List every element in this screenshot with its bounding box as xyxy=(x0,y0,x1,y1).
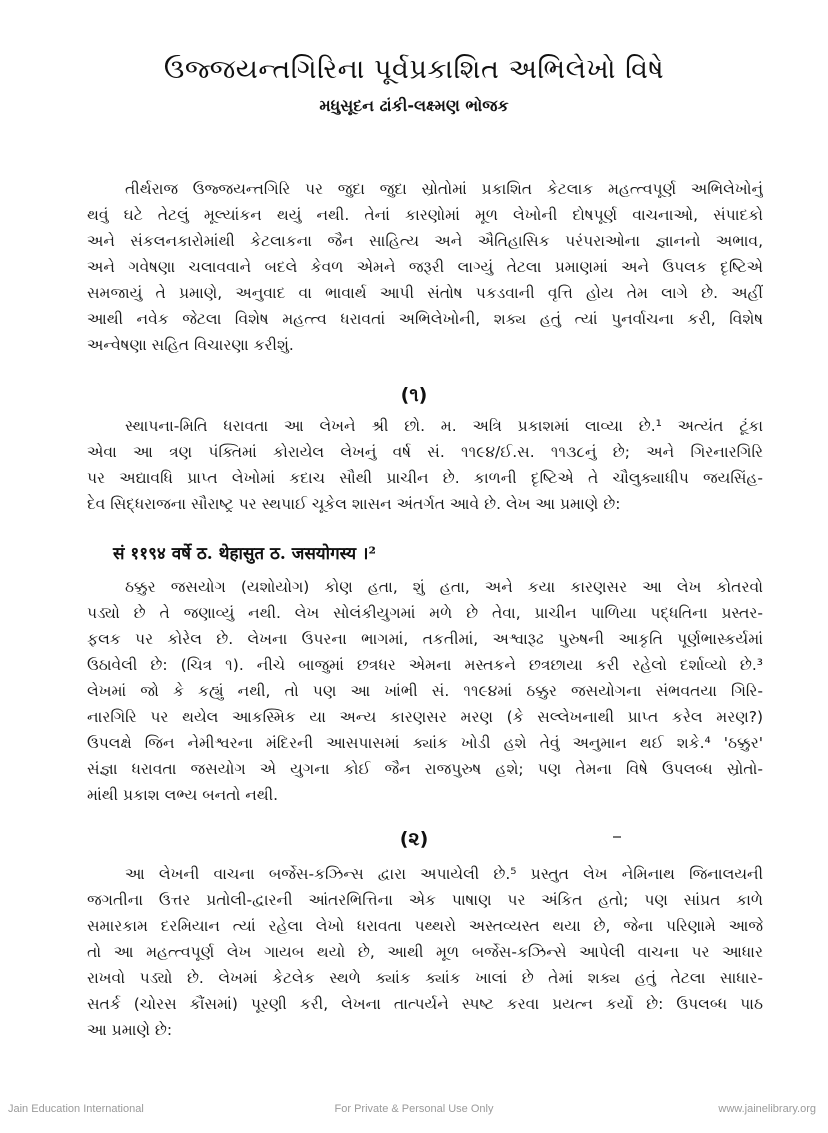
text-line: દેવ સિદ્ધરાજના સૌરાષ્ટ્ર પર સ્થપાઈ ચૂકેલ શાસન અંતર્ગત આવે છે. લેખ આ પ્રમાણે છે: xyxy=(87,495,621,513)
section-2-paragraph xyxy=(87,861,763,1043)
text-line: લેખમાં જો કે કહ્યું નથી, તો પણ આ ખાંભી સં. ૧૧૯૪માં ઠક્કુર જસયોગના સંભવતયા ગિરિ- xyxy=(87,682,763,700)
text-line: ઉપલક્ષે જિન નેમીશ્વરના મંદિરની આસપાસમાં ક્યાંક ખોડી હશે તેવું અનુમાન થઈ શકે.⁴ 'ઠક્કુર' xyxy=(87,734,763,752)
text-line: આ લેખની વાચના બર્જેસ-કઝિન્સ દ્વારા અપાયેલી છે.⁵ પ્રસ્તુત લેખ નેમિનાથ જિનાલયની xyxy=(125,865,763,883)
text-line: ઉઠાવેલી છે: (ચિત્ર ૧). નીચે બાજુમાં છત્રધર એમના મસ્તકને છત્રછાયા કરી રહેલો દર્શાવ્યો છે.³ xyxy=(87,656,763,674)
text-line: નારગિરિ પર થયેલ આકસ્મિક યા અન્ય કારણસર મરણ (કે સલ્લેખનાથી પ્રાપ્ત કરેલ મરણ?) xyxy=(87,708,763,726)
text-line: અન્વેષણા સહિત વિચારણા કરીશું. xyxy=(87,336,294,354)
section-2-heading: (૨) xyxy=(399,828,429,850)
intro-paragraph xyxy=(87,176,763,358)
text-line: અને ગવેષણા ચલાવવાને બદલે કેવળ એમને જરૂરી લાગ્યું તેટલા પ્રમાણમાં અને ઉપલક દૃષ્ટિએ xyxy=(87,258,763,276)
section-1-heading: (૧) xyxy=(400,384,428,406)
text-line: આથી નવેક જેટલા વિશેષ મહત્ત્વ ધરાવતાં અભિલેખોની, શક્ય હતું ત્યાં પુનર્વાચના કરી, વિશેષ xyxy=(87,310,763,328)
text-line: સમારકામ દરમિયાન ત્યાં રહેલા લેખો ધરાવતા પથ્થરો અસ્તવ્યસ્ત થયા છે, જેના પરિણામે આજે xyxy=(87,917,763,935)
section-1-paragraph-1 xyxy=(87,413,763,517)
text-line: જગતીના ઉત્તર પ્રતોલી-દ્વારની આંતરભિત્તિના એક પાષાણ પર અંકિત હતો; પણ સાંપ્રત કાળે xyxy=(87,891,763,909)
section-1-paragraph-2 xyxy=(87,574,763,808)
text-line: અને સંકલનકારોમાંથી કેટલાકના જૈન સાહિત્ય અને ઐતિહાસિક પરંપરાઓના જ્ઞાનનો અભાવ, xyxy=(87,232,763,250)
text-line: તીર્થરાજ ઉજ્જયન્તગિરિ પર જુદા જુદા સ્રોતોમાં પ્રકાશિત કેટલાક મહત્ત્વપૂર્ણ અભિલેખોનું xyxy=(125,180,763,198)
footer-usage-note: For Private & Personal Use Only xyxy=(334,1103,494,1115)
text-line: સમજાયું તે પ્રમાણે, અનુવાદ વા ભાવાર્થ આપી સંતોષ પકડવાની વૃત્તિ હોય તેમ લાગે છે. અહીં xyxy=(87,284,763,302)
text-line: સતર્ક (ચોરસ કૌંસમાં) પૂરણી કરી, લેખના તાત્પર્યને સ્પષ્ટ કરવા પ્રયત્ન કર્યો છે: ઉપલબ્ધ પાઠ xyxy=(87,995,763,1013)
text-line: આ પ્રમાણે છે: xyxy=(87,1021,173,1039)
inscription-text: सं ११९४ वर्षे ठ. थेहासुत ठ. जसयोगस्य ।² xyxy=(113,544,376,564)
text-line: ફલક પર કોરેલ છે. લેખના ઉપરના ભાગમાં, તકતીમાં, અશ્વારૂઢ પુરુષની આકૃતિ પૂર્ણભાસ્કર્યમાં xyxy=(87,630,763,648)
text-line: રાખવો પડ્યો છે. લેખમાં કેટલેક સ્થળે ક્યાંક ક્યાંક ખાલાં છે તેમાં શક્ય હતું તેટલા સાધાર- xyxy=(87,969,763,987)
text-line: તો આ મહત્ત્વપૂર્ણ લેખ ગાયબ થયો છે, આથી મૂળ બર્જેસ-કઝિન્સે આપેલી વાચના પર આધાર xyxy=(87,943,763,961)
text-line: એવા આ ત્રણ પંક્તિમાં કોરાયેલ લેખનું વર્ષ સં. ૧૧૯૪/ઈ.સ. ૧૧૩૮નું છે; અને ગિરનારગિરિ xyxy=(87,443,763,461)
text-line: પડ્યો છે તે જણાવ્યું નથી. લેખ સોલંકીયુગમાં મળે છે તેવા, પ્રાચીન પાળિયા પદ્ધતિના પ્રસ્તર- xyxy=(87,604,763,622)
stray-mark xyxy=(613,836,621,838)
text-line: થવું ઘટે તેટલું મૂલ્યાંકન થયું નથી. તેનાં કારણોમાં મૂળ લેખોની દોષપૂર્ણ વાચનાઓ, સંપાદકો xyxy=(87,206,763,224)
footer-publisher: Jain Education International xyxy=(8,1103,144,1115)
article-authors: મધુસૂદન ઢાંકી-લક્ષ્મણ ભોજક xyxy=(319,96,509,115)
text-line: સંજ્ઞા ધરાવતા જસયોગ એ યુગના કોઈ જૈન રાજપુરુષ હશે; પણ તેમના વિષે ઉપલબ્ધ સ્રોતો- xyxy=(87,760,763,778)
text-line: માંથી પ્રકાશ લભ્ય બનતો નથી. xyxy=(87,786,279,804)
text-line: પર અદ્યાવધિ પ્રાપ્ત લેખોમાં કદાચ સૌથી પ્રાચીન છે. કાળની દૃષ્ટિએ તે ચૌલુક્યાધીપ જયસિંહ- xyxy=(87,469,763,487)
footer-website-link[interactable]: www.jainelibrary.org xyxy=(718,1103,816,1115)
text-line: ઠક્કુર જસયોગ (યશોયોગ) કોણ હતા, શું હતા, અને કયા કારણસર આ લેખ કોતરવો xyxy=(125,578,763,596)
article-title: ઉજ્જયન્તગિરિના પૂર્વપ્રકાશિત અભિલેખો વિષે xyxy=(163,54,665,85)
text-line: સ્થાપના-મિતિ ધરાવતા આ લેખને શ્રી છો. મ. અત્રિ પ્રકાશમાં લાવ્યા છે.¹ અત્યંત ટૂંકા xyxy=(125,417,763,435)
